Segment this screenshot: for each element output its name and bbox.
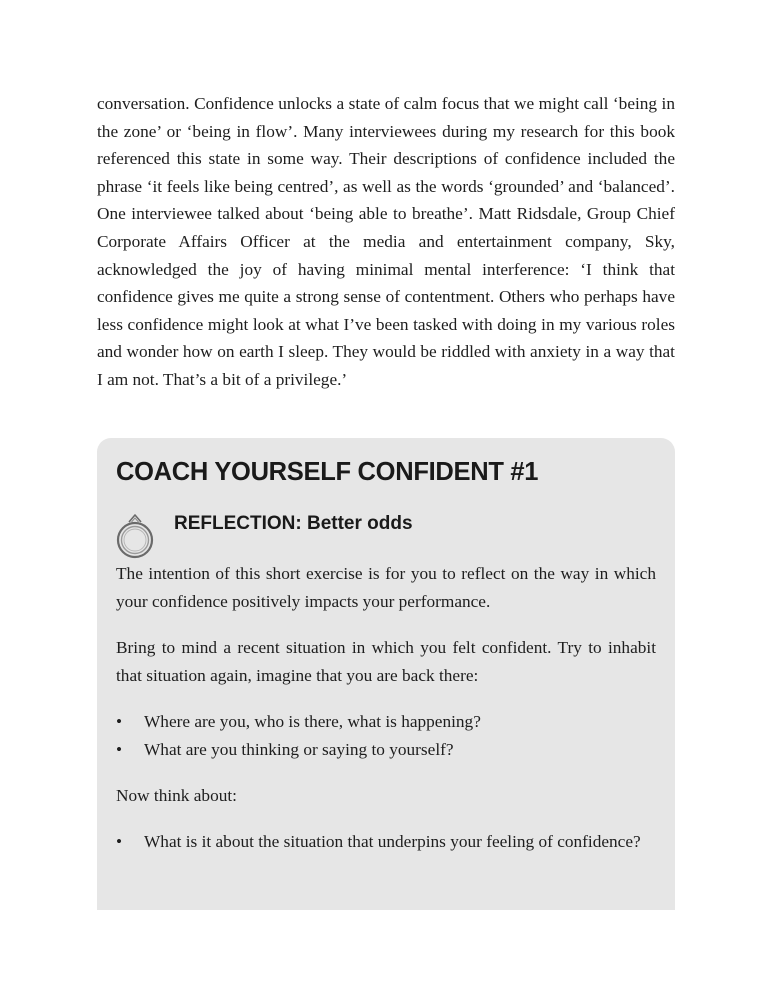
bullet-list-think-about bbox=[116, 828, 656, 856]
list-item bbox=[116, 828, 656, 856]
box-paragraph-bring-to-mind: Bring to mind a recent situation in which you felt confident. Try to inhabit that situation again, imagine that you are back there: bbox=[116, 638, 656, 685]
body-paragraph: conversation. Confidence unlocks a state of calm focus that we might call ‘being in the zone’ or ‘being in flow’. Many interviewees during my research for this book referenced this state in some way. Their descriptions of confidence included the phrase ‘it feels like being centred’, as well as the words ‘grounded’ and ‘balanced’. One interviewee talked about ‘being able to breathe’. Matt Ridsdale, Group Chief Corporate Affairs Officer at the media and entertainment company, Sky, acknowledged the joy of having minimal mental interference: ‘I think that confidence gives me quite a strong sense of contentment. Others who perhaps have less confidence might look at what I’ve been tasked with doing in my various roles and wonder how on earth I sleep. They would be riddled with anxiety in a way that I am not. That’s a bit of a privilege.’ bbox=[97, 94, 675, 389]
list-item bbox=[116, 708, 656, 736]
bullet-icon: • bbox=[116, 832, 123, 851]
list-item-text: What are you thinking or saying to yourself? bbox=[144, 739, 454, 759]
list-item-text: What is it about the situation that underpins your feeling of confidence? bbox=[144, 832, 641, 851]
bullet-icon: • bbox=[116, 739, 123, 759]
list-item bbox=[116, 736, 656, 764]
list-item-text: Where are you, who is there, what is happening? bbox=[144, 712, 481, 731]
box-paragraph-intention: The intention of this short exercise is for you to reflect on the way in which your confidence positively impacts your performance. bbox=[116, 564, 656, 611]
box-paragraph-now-think: Now think about: bbox=[116, 786, 237, 805]
coach-box-title: COACH YOURSELF CONFIDENT #1 bbox=[116, 458, 539, 486]
reflection-subtitle: REFLECTION: Better odds bbox=[174, 513, 413, 534]
ring-icon bbox=[115, 513, 155, 559]
coach-yourself-box bbox=[97, 438, 675, 910]
bullet-icon: • bbox=[116, 712, 123, 731]
bullet-list-questions bbox=[116, 708, 656, 763]
